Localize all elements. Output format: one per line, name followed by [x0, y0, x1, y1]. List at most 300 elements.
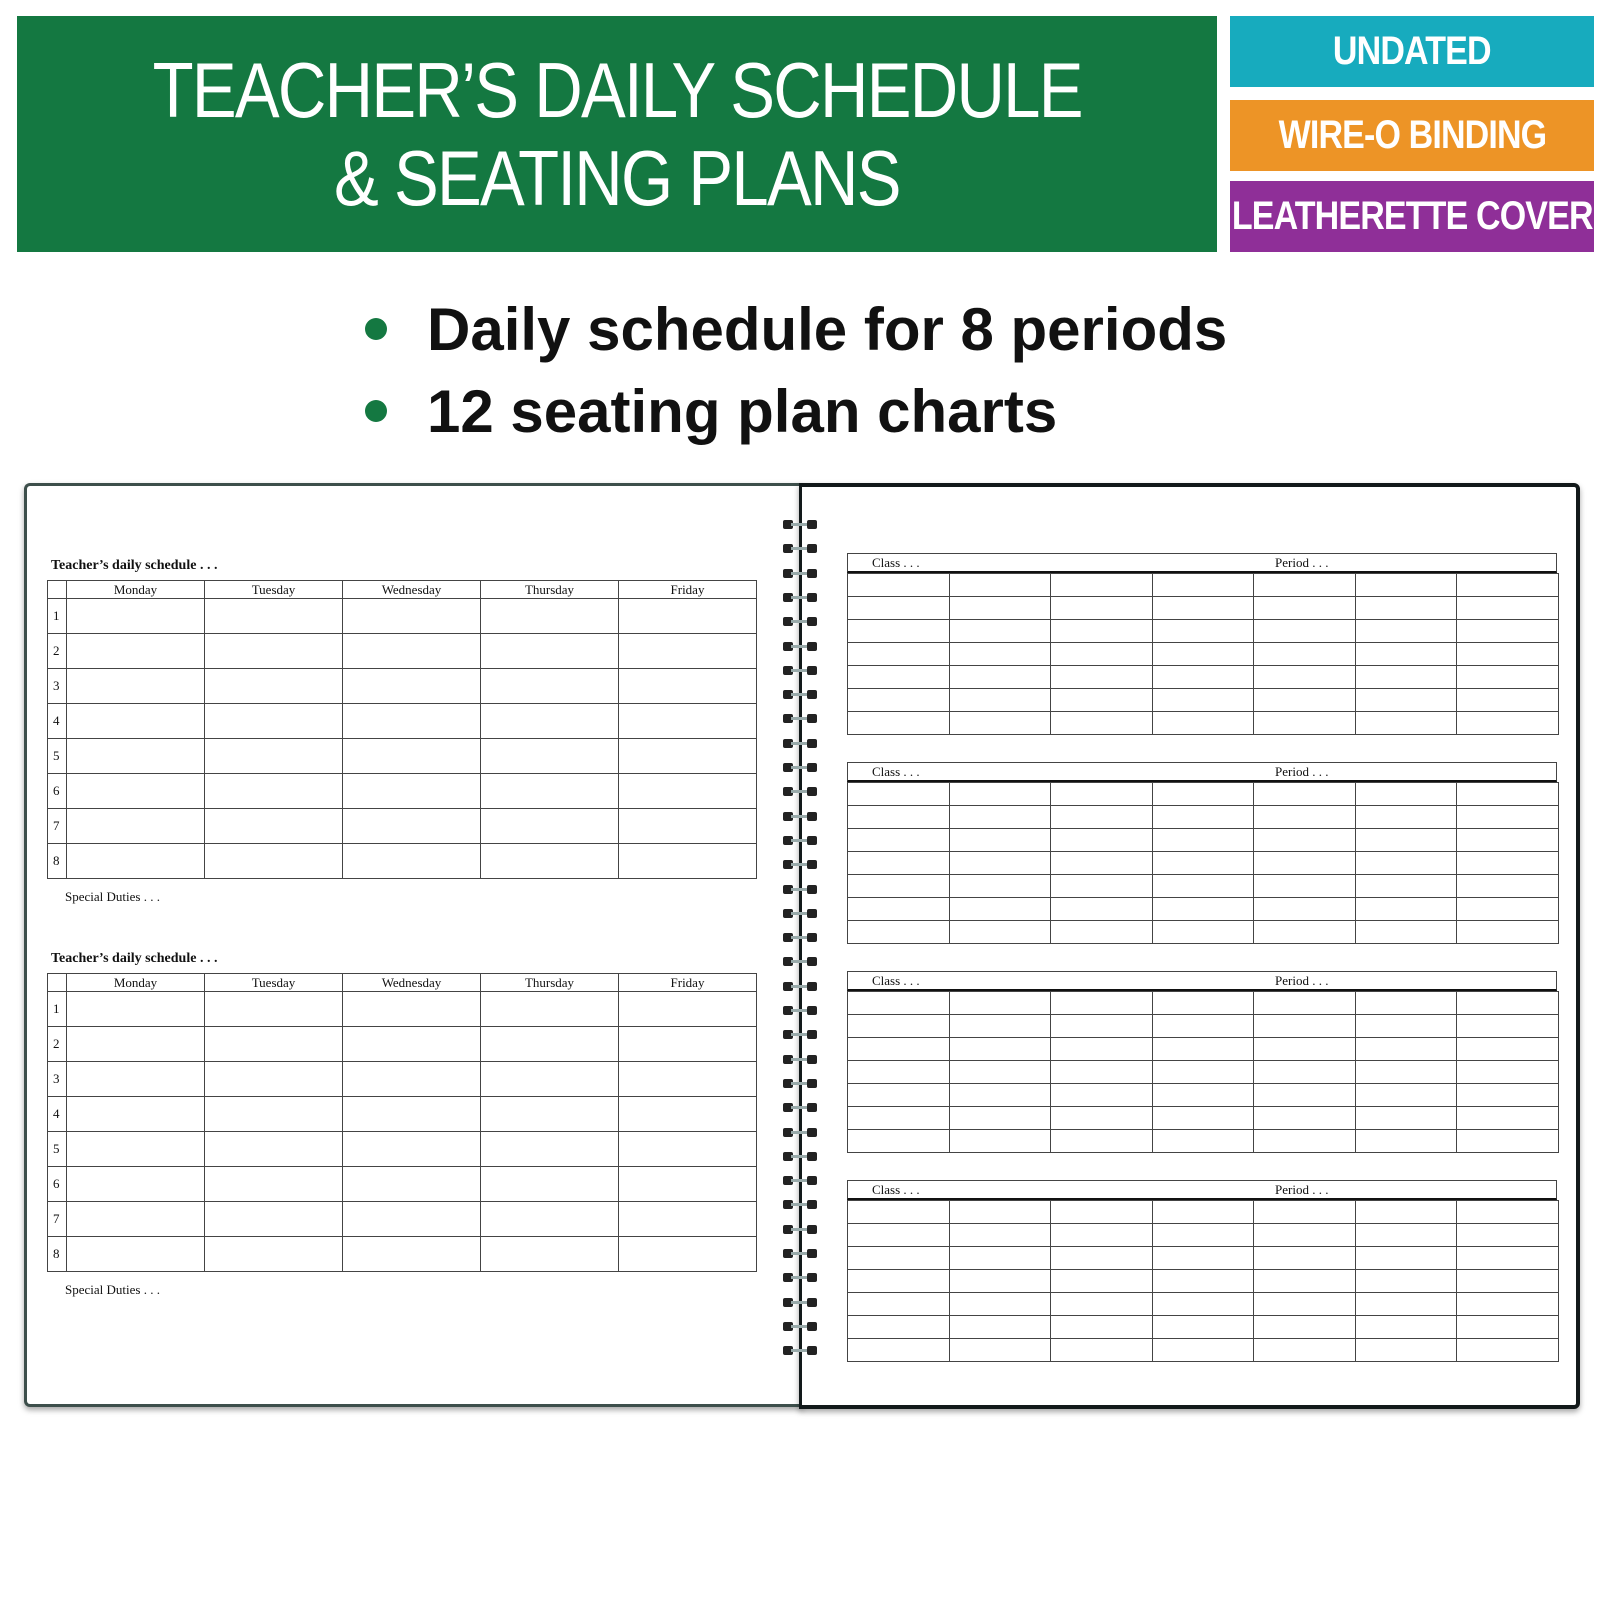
seat-cell — [848, 1015, 950, 1038]
period-number: 1 — [48, 599, 67, 634]
seating-chart — [847, 971, 1557, 1153]
seat-row — [848, 643, 1559, 666]
seating-chart — [847, 553, 1557, 735]
seat-cell — [1051, 666, 1153, 689]
seating-grid — [847, 573, 1559, 735]
wire-loop-icon — [783, 836, 817, 845]
schedule-cell — [205, 669, 343, 704]
seat-cell — [1457, 852, 1559, 875]
seat-cell — [848, 643, 950, 666]
wire-loop-icon — [783, 1006, 817, 1015]
wire-loop-icon — [783, 982, 817, 991]
seat-cell — [1355, 1339, 1457, 1362]
wire-loop-icon — [783, 1176, 817, 1185]
schedule-cell — [619, 1202, 757, 1237]
schedule-cell — [205, 809, 343, 844]
seat-row — [848, 1293, 1559, 1316]
schedule-cell — [343, 704, 481, 739]
seat-row — [848, 1316, 1559, 1339]
seat-row — [848, 574, 1559, 597]
schedule-cell — [343, 844, 481, 879]
day-header: Friday — [619, 581, 757, 599]
seating-grid — [847, 991, 1559, 1153]
schedule-cell — [67, 669, 205, 704]
period-row — [48, 1097, 757, 1132]
seat-cell — [1051, 783, 1153, 806]
period-row — [48, 599, 757, 634]
seat-cell — [848, 574, 950, 597]
period-row — [48, 1132, 757, 1167]
seat-cell — [1355, 712, 1457, 735]
schedule-cell — [619, 1167, 757, 1202]
seat-cell — [1457, 643, 1559, 666]
period-number: 1 — [48, 992, 67, 1027]
schedule-cell — [481, 704, 619, 739]
seat-cell — [1457, 574, 1559, 597]
seat-cell — [1355, 1084, 1457, 1107]
schedule-cell — [481, 992, 619, 1027]
seat-cell — [1152, 666, 1254, 689]
cover-badge: LEATHERETTE COVER — [1230, 181, 1594, 252]
day-header: Thursday — [481, 581, 619, 599]
seat-cell — [949, 1201, 1051, 1224]
schedule-cell — [67, 1167, 205, 1202]
seat-row — [848, 620, 1559, 643]
schedule-cell — [619, 844, 757, 879]
schedule-cell — [619, 1097, 757, 1132]
seat-row — [848, 1015, 1559, 1038]
schedule-title: Teacher’s daily schedule . . . — [51, 558, 218, 573]
seat-cell — [1152, 712, 1254, 735]
seat-cell — [1152, 898, 1254, 921]
schedule-cell — [481, 739, 619, 774]
seat-cell — [1254, 1247, 1356, 1270]
wire-loop-icon — [783, 1225, 817, 1234]
seat-cell — [1152, 1084, 1254, 1107]
seat-cell — [1355, 1130, 1457, 1153]
seat-cell — [1051, 1130, 1153, 1153]
schedule-cell — [67, 599, 205, 634]
seat-cell — [1355, 1107, 1457, 1130]
seat-cell — [848, 1084, 950, 1107]
seat-cell — [1152, 875, 1254, 898]
schedule-cell — [205, 1167, 343, 1202]
seat-cell — [1051, 689, 1153, 712]
day-header: Tuesday — [205, 974, 343, 992]
schedule-cell — [619, 1237, 757, 1272]
seat-cell — [1254, 898, 1356, 921]
class-label: Class . . . — [872, 764, 920, 779]
seat-cell — [848, 898, 950, 921]
seat-cell — [848, 1130, 950, 1153]
title-line-1: TEACHER’S DAILY SCHEDULE — [152, 46, 1082, 134]
seat-cell — [1254, 712, 1356, 735]
right-page — [799, 483, 1580, 1409]
seat-cell — [1457, 1038, 1559, 1061]
seat-row — [848, 1247, 1559, 1270]
seat-cell — [1457, 597, 1559, 620]
schedule-cell — [619, 1027, 757, 1062]
seat-cell — [1051, 597, 1153, 620]
seat-row — [848, 1130, 1559, 1153]
seat-cell — [1254, 1061, 1356, 1084]
seat-cell — [1355, 921, 1457, 944]
seat-cell — [949, 1084, 1051, 1107]
seat-cell — [1152, 1293, 1254, 1316]
schedule-title: Teacher’s daily schedule . . . — [51, 951, 218, 966]
schedule-cell — [481, 1062, 619, 1097]
seat-cell — [1254, 1084, 1356, 1107]
schedule-cell — [205, 844, 343, 879]
seat-row — [848, 806, 1559, 829]
seat-cell — [1152, 852, 1254, 875]
schedule-block — [47, 949, 757, 1298]
period-row — [48, 774, 757, 809]
seat-cell — [949, 1270, 1051, 1293]
seat-cell — [1254, 1339, 1356, 1362]
seat-cell — [1051, 620, 1153, 643]
seat-cell — [1457, 1130, 1559, 1153]
period-number: 2 — [48, 634, 67, 669]
seat-cell — [848, 783, 950, 806]
schedule-cell — [481, 774, 619, 809]
period-number: 3 — [48, 1062, 67, 1097]
wire-loop-icon — [783, 666, 817, 675]
seat-cell — [848, 921, 950, 944]
seat-cell — [1355, 1293, 1457, 1316]
schedule-cell — [619, 739, 757, 774]
seat-cell — [1457, 992, 1559, 1015]
wire-loop-icon — [783, 933, 817, 942]
seat-cell — [1457, 1316, 1559, 1339]
wire-loop-icon — [783, 1346, 817, 1355]
seat-row — [848, 1084, 1559, 1107]
wire-loop-icon — [783, 739, 817, 748]
seat-cell — [1152, 1316, 1254, 1339]
seat-cell — [949, 1224, 1051, 1247]
schedule-cell — [67, 1062, 205, 1097]
schedule-cell — [67, 774, 205, 809]
period-label: Period . . . — [1275, 555, 1329, 570]
wire-loop-icon — [783, 690, 817, 699]
day-header: Wednesday — [343, 581, 481, 599]
feature-list — [365, 288, 1227, 452]
seat-cell — [848, 852, 950, 875]
seat-cell — [848, 1247, 950, 1270]
seat-cell — [1051, 806, 1153, 829]
seat-cell — [1152, 1201, 1254, 1224]
wire-loop-icon — [783, 885, 817, 894]
schedule-cell — [343, 669, 481, 704]
seat-cell — [1254, 1293, 1356, 1316]
seat-row — [848, 689, 1559, 712]
seat-cell — [848, 992, 950, 1015]
day-header: Monday — [67, 974, 205, 992]
period-row — [48, 1027, 757, 1062]
seat-cell — [1457, 666, 1559, 689]
seat-cell — [1152, 574, 1254, 597]
seat-cell — [949, 898, 1051, 921]
seat-cell — [1051, 921, 1153, 944]
seat-cell — [1051, 1339, 1153, 1362]
schedule-cell — [619, 1132, 757, 1167]
period-row — [48, 844, 757, 879]
seat-cell — [949, 597, 1051, 620]
seat-row — [848, 1339, 1559, 1362]
seat-cell — [1355, 783, 1457, 806]
seat-cell — [1254, 597, 1356, 620]
seat-cell — [949, 1038, 1051, 1061]
seat-cell — [949, 1015, 1051, 1038]
seat-cell — [1254, 689, 1356, 712]
schedule-cell — [619, 774, 757, 809]
seat-cell — [1254, 875, 1356, 898]
seat-cell — [848, 666, 950, 689]
period-row — [48, 739, 757, 774]
schedule-cell — [67, 704, 205, 739]
period-row — [48, 634, 757, 669]
period-row — [48, 669, 757, 704]
seat-cell — [1254, 643, 1356, 666]
seat-row — [848, 992, 1559, 1015]
seat-cell — [949, 1316, 1051, 1339]
schedule-cell — [67, 1237, 205, 1272]
seat-cell — [848, 1293, 950, 1316]
seat-row — [848, 712, 1559, 735]
period-number: 2 — [48, 1027, 67, 1062]
schedule-cell — [619, 599, 757, 634]
seat-cell — [1051, 1038, 1153, 1061]
seat-cell — [1051, 898, 1153, 921]
schedule-table — [47, 973, 757, 1272]
seat-cell — [1254, 1224, 1356, 1247]
period-number: 4 — [48, 1097, 67, 1132]
title-line-2: & SEATING PLANS — [334, 134, 900, 222]
seat-cell — [1152, 1270, 1254, 1293]
period-number: 3 — [48, 669, 67, 704]
seat-cell — [949, 643, 1051, 666]
seat-cell — [1457, 1107, 1559, 1130]
schedule-cell — [343, 599, 481, 634]
schedule-cell — [343, 1027, 481, 1062]
seat-cell — [1457, 1224, 1559, 1247]
wire-loop-icon — [783, 787, 817, 796]
wire-loop-icon — [783, 1152, 817, 1161]
period-label: Period . . . — [1275, 764, 1329, 779]
seat-cell — [1152, 1224, 1254, 1247]
seat-cell — [1254, 666, 1356, 689]
seat-cell — [1355, 1270, 1457, 1293]
schedule-cell — [343, 1062, 481, 1097]
schedule-cell — [343, 809, 481, 844]
seat-cell — [1254, 1015, 1356, 1038]
schedule-cell — [619, 634, 757, 669]
seat-cell — [848, 1038, 950, 1061]
seat-cell — [1355, 1224, 1457, 1247]
seat-cell — [1152, 1061, 1254, 1084]
class-label: Class . . . — [872, 1182, 920, 1197]
seat-cell — [1457, 1084, 1559, 1107]
schedule-cell — [205, 1202, 343, 1237]
seat-cell — [1254, 829, 1356, 852]
seat-cell — [1254, 852, 1356, 875]
seat-cell — [848, 1224, 950, 1247]
period-number: 6 — [48, 774, 67, 809]
seat-cell — [1051, 1084, 1153, 1107]
seat-cell — [1051, 712, 1153, 735]
schedule-cell — [619, 992, 757, 1027]
class-label: Class . . . — [872, 555, 920, 570]
period-number: 4 — [48, 704, 67, 739]
schedule-cell — [343, 1237, 481, 1272]
seating-header — [847, 553, 1557, 573]
schedule-cell — [205, 1237, 343, 1272]
schedule-cell — [481, 844, 619, 879]
seat-cell — [1152, 620, 1254, 643]
seat-cell — [848, 829, 950, 852]
schedule-cell — [205, 704, 343, 739]
corner-cell — [48, 581, 67, 599]
seat-cell — [1152, 1339, 1254, 1362]
schedule-cell — [619, 669, 757, 704]
special-duties-label: Special Duties . . . — [65, 889, 160, 904]
seat-cell — [1457, 898, 1559, 921]
seat-cell — [949, 712, 1051, 735]
seat-cell — [1457, 689, 1559, 712]
seat-row — [848, 1038, 1559, 1061]
seat-cell — [1152, 806, 1254, 829]
schedule-cell — [619, 1062, 757, 1097]
schedule-block — [47, 556, 757, 905]
corner-cell — [48, 974, 67, 992]
seat-cell — [1152, 1038, 1254, 1061]
seat-cell — [848, 875, 950, 898]
seating-header — [847, 1180, 1557, 1200]
wire-loop-icon — [783, 1103, 817, 1112]
seat-cell — [1457, 875, 1559, 898]
seat-cell — [949, 1339, 1051, 1362]
seat-cell — [1355, 1038, 1457, 1061]
wire-loop-icon — [783, 763, 817, 772]
seat-cell — [1152, 1247, 1254, 1270]
seat-cell — [1457, 921, 1559, 944]
seat-cell — [949, 689, 1051, 712]
seat-cell — [1254, 1201, 1356, 1224]
schedule-cell — [481, 1202, 619, 1237]
undated-badge: UNDATED — [1230, 16, 1594, 87]
period-label: Period . . . — [1275, 973, 1329, 988]
seat-cell — [848, 620, 950, 643]
day-header: Thursday — [481, 974, 619, 992]
seat-cell — [1051, 1224, 1153, 1247]
seat-cell — [1051, 1316, 1153, 1339]
schedule-cell — [67, 1097, 205, 1132]
seat-cell — [1051, 1015, 1153, 1038]
seat-cell — [1254, 783, 1356, 806]
period-number: 7 — [48, 809, 67, 844]
seat-cell — [1457, 1061, 1559, 1084]
seat-cell — [1152, 689, 1254, 712]
seat-cell — [1457, 1201, 1559, 1224]
seat-cell — [848, 597, 950, 620]
period-row — [48, 1167, 757, 1202]
seat-cell — [949, 829, 1051, 852]
schedule-cell — [481, 1097, 619, 1132]
seat-cell — [848, 1270, 950, 1293]
schedule-cell — [343, 1202, 481, 1237]
wire-loop-icon — [783, 520, 817, 529]
seat-cell — [1152, 992, 1254, 1015]
seat-cell — [1254, 1107, 1356, 1130]
seat-cell — [1355, 597, 1457, 620]
seat-cell — [949, 921, 1051, 944]
schedule-cell — [619, 704, 757, 739]
feature-item: 12 seating plan charts — [365, 370, 1227, 452]
seat-row — [848, 852, 1559, 875]
schedule-cell — [205, 1062, 343, 1097]
schedule-cell — [481, 1027, 619, 1062]
seat-cell — [1152, 597, 1254, 620]
seat-cell — [1457, 1247, 1559, 1270]
wire-loop-icon — [783, 1200, 817, 1209]
schedule-cell — [67, 809, 205, 844]
schedule-cell — [205, 1097, 343, 1132]
schedule-cell — [481, 809, 619, 844]
seat-cell — [1254, 574, 1356, 597]
schedule-cell — [481, 599, 619, 634]
seat-cell — [1051, 1270, 1153, 1293]
seat-cell — [1254, 1038, 1356, 1061]
period-row — [48, 1062, 757, 1097]
seat-cell — [1355, 1316, 1457, 1339]
seat-row — [848, 921, 1559, 944]
bullet-dot-icon — [365, 318, 387, 340]
seat-row — [848, 1270, 1559, 1293]
seat-cell — [1051, 574, 1153, 597]
seat-cell — [1355, 1061, 1457, 1084]
seat-cell — [1152, 1130, 1254, 1153]
seat-cell — [1355, 620, 1457, 643]
period-number: 8 — [48, 1237, 67, 1272]
schedule-cell — [343, 774, 481, 809]
seat-cell — [1051, 875, 1153, 898]
seat-cell — [949, 852, 1051, 875]
seat-cell — [848, 806, 950, 829]
seat-row — [848, 829, 1559, 852]
schedule-cell — [343, 1097, 481, 1132]
seat-cell — [1457, 783, 1559, 806]
seat-cell — [1355, 643, 1457, 666]
title-banner — [17, 16, 1217, 252]
schedule-cell — [343, 1167, 481, 1202]
schedule-cell — [67, 1027, 205, 1062]
wire-loop-icon — [783, 957, 817, 966]
seat-cell — [949, 1107, 1051, 1130]
seat-row — [848, 898, 1559, 921]
feature-item: Daily schedule for 8 periods — [365, 288, 1227, 370]
seat-cell — [1355, 689, 1457, 712]
bullet-dot-icon — [365, 400, 387, 422]
seat-cell — [1254, 620, 1356, 643]
schedule-cell — [343, 992, 481, 1027]
seat-cell — [1355, 898, 1457, 921]
wire-loop-icon — [783, 1273, 817, 1282]
seat-cell — [949, 1293, 1051, 1316]
seat-cell — [1152, 1015, 1254, 1038]
schedule-cell — [205, 774, 343, 809]
wire-loop-icon — [783, 544, 817, 553]
seat-cell — [848, 1316, 950, 1339]
